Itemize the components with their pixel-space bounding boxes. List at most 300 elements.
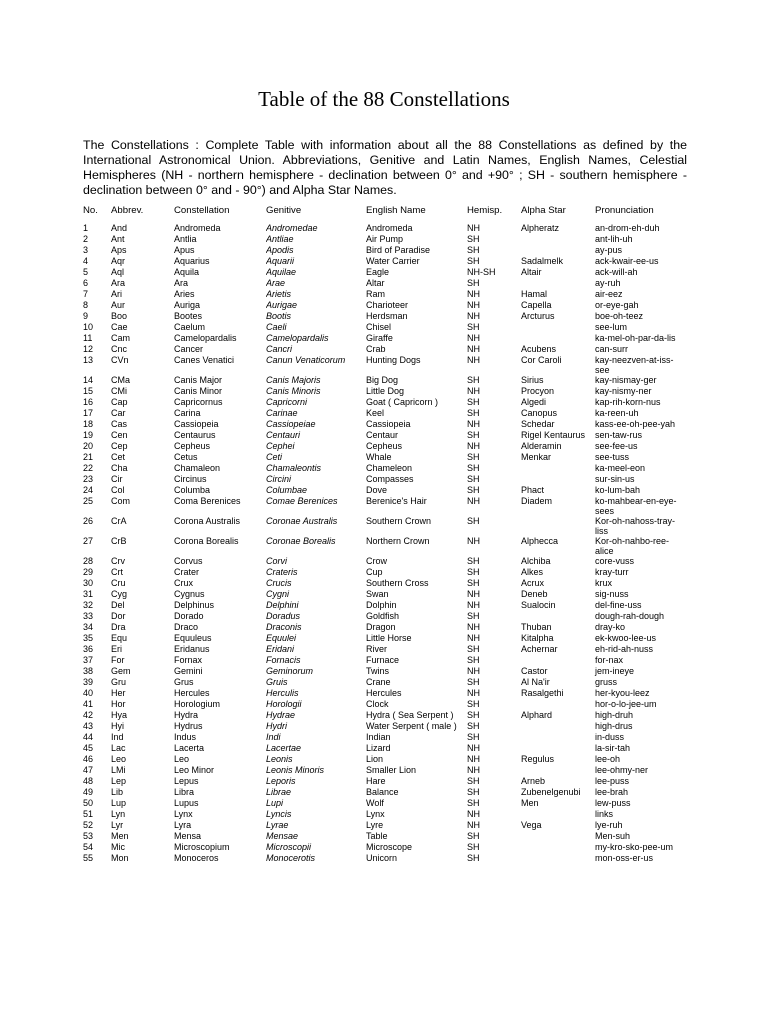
cell-no: 11 [83, 333, 93, 343]
cell-alpha-star: Acrux [521, 578, 545, 588]
cell-abbrev: Cir [111, 474, 123, 484]
cell-pronunciation: dough-rah-dough [595, 611, 665, 621]
cell-constellation: Libra [174, 787, 195, 797]
cell-pronunciation: lye-ruh [595, 820, 623, 830]
cell-genitive: Chamaleontis [266, 463, 322, 473]
table-row [83, 556, 687, 567]
cell-pronunciation: high-druh [595, 710, 634, 720]
cell-constellation: Equuleus [174, 633, 212, 643]
table-row [83, 245, 687, 256]
cell-genitive: Lupi [266, 798, 284, 808]
table-row [83, 699, 687, 710]
table-row [83, 311, 687, 322]
cell-english-name: Air Pump [366, 234, 404, 244]
cell-genitive: Leporis [266, 776, 296, 786]
cell-english-name: Lion [366, 754, 384, 764]
cell-no: 26 [83, 516, 94, 526]
cell-english-name: Dragon [366, 622, 396, 632]
cell-pronunciation: ant-lih-uh [595, 234, 633, 244]
cell-constellation: Cepheus [174, 441, 211, 451]
cell-alpha-star: Castor [521, 666, 548, 676]
cell-abbrev: Cnc [111, 344, 128, 354]
cell-abbrev: Aql [111, 267, 125, 277]
cell-genitive: Gruis [266, 677, 288, 687]
cell-genitive: Microscopii [266, 842, 312, 852]
cell-genitive: Columbae [266, 485, 308, 495]
cell-no: 25 [83, 496, 94, 506]
cell-abbrev: Car [111, 408, 126, 418]
cell-alpha-star: Rigel Kentaurus [521, 430, 586, 440]
cell-no: 19 [83, 430, 94, 440]
cell-pronunciation: sen-taw-rus [595, 430, 643, 440]
cell-pronunciation: gruss [595, 677, 618, 687]
cell-genitive: Indi [266, 732, 281, 742]
table-row [83, 666, 687, 677]
cell-abbrev: Cam [111, 333, 131, 343]
cell-alpha-star: Sualocin [521, 600, 556, 610]
table-row [83, 754, 687, 765]
cell-genitive: Corvi [266, 556, 288, 566]
cell-alpha-star: Alchiba [521, 556, 551, 566]
table-row [83, 386, 687, 397]
cell-alpha-star [521, 853, 595, 864]
cell-no: 14 [83, 375, 94, 385]
cell-hemisphere: NH [467, 223, 480, 233]
cell-alpha-star [521, 245, 595, 256]
cell-alpha-star [521, 278, 595, 289]
cell-genitive: Aquarii [266, 256, 295, 266]
cell-pronunciation: see-fee-us [595, 441, 638, 451]
cell-no: 32 [83, 600, 94, 610]
cell-hemisphere: SH [467, 677, 480, 687]
cell-alpha-star [521, 474, 595, 485]
cell-genitive: Aurigae [266, 300, 298, 310]
cell-english-name: Microscope [366, 842, 413, 852]
cell-genitive: Eridani [266, 644, 295, 654]
cell-abbrev: Men [111, 831, 129, 841]
cell-no: 29 [83, 567, 94, 577]
cell-no: 36 [83, 644, 94, 654]
cell-hemisphere: NH [467, 754, 480, 764]
cell-abbrev: Crv [111, 556, 125, 566]
cell-english-name: Southern Cross [366, 578, 429, 588]
cell-hemisphere: SH [467, 831, 480, 841]
cell-english-name: Hare [366, 776, 386, 786]
cell-pronunciation: for-nax [595, 655, 624, 665]
cell-constellation: Horologium [174, 699, 221, 709]
cell-alpha-star [521, 765, 595, 776]
cell-abbrev: Lyn [111, 809, 126, 819]
cell-english-name: Chameleon [366, 463, 413, 473]
cell-genitive: Canun Venaticorum [266, 355, 346, 365]
cell-no: 49 [83, 787, 94, 797]
cell-no: 23 [83, 474, 94, 484]
cell-constellation: Cancer [174, 344, 204, 354]
cell-hemisphere: SH [467, 567, 480, 577]
cell-english-name: Lyre [366, 820, 384, 830]
cell-no: 20 [83, 441, 94, 451]
cell-no: 2 [83, 234, 89, 244]
cell-constellation: Lyra [174, 820, 192, 830]
cell-constellation: Cassiopeia [174, 419, 219, 429]
cell-genitive: Herculis [266, 688, 299, 698]
cell-hemisphere: SH [467, 474, 480, 484]
cell-abbrev: CMi [111, 386, 127, 396]
cell-constellation: Lupus [174, 798, 199, 808]
cell-abbrev: Cep [111, 441, 128, 451]
cell-hemisphere: SH [467, 611, 480, 621]
cell-hemisphere: SH [467, 375, 480, 385]
table-row [83, 853, 687, 864]
cell-pronunciation: krux [595, 578, 613, 588]
cell-genitive: Librae [266, 787, 292, 797]
cell-hemisphere: SH [467, 798, 480, 808]
cell-no: 5 [83, 267, 89, 277]
column-header-alpha-star: Alpha Star [521, 205, 566, 216]
cell-genitive: Lacertae [266, 743, 302, 753]
cell-constellation: Ara [174, 278, 189, 288]
cell-hemisphere: NH [467, 300, 480, 310]
cell-no: 44 [83, 732, 94, 742]
table-header-row [83, 206, 687, 223]
cell-alpha-star: Canopus [521, 408, 558, 418]
cell-genitive: Hydrae [266, 710, 296, 720]
cell-genitive: Draconis [266, 622, 302, 632]
cell-alpha-star: Sadalmelk [521, 256, 564, 266]
cell-constellation: Aries [174, 289, 195, 299]
cell-no: 28 [83, 556, 94, 566]
cell-alpha-star: Alderamin [521, 441, 562, 451]
table-row [83, 842, 687, 853]
cell-pronunciation: kay-nismy-ner [595, 386, 652, 396]
cell-hemisphere: NH [467, 289, 480, 299]
cell-no: 4 [83, 256, 89, 266]
cell-no: 46 [83, 754, 94, 764]
cell-abbrev: Leo [111, 754, 127, 764]
cell-alpha-star: Schedar [521, 419, 555, 429]
cell-genitive: Caeli [266, 322, 287, 332]
cell-english-name: Cepheus [366, 441, 403, 451]
cell-abbrev: Gru [111, 677, 127, 687]
table-row [83, 589, 687, 600]
cell-pronunciation: ay-pus [595, 245, 623, 255]
cell-no: 45 [83, 743, 94, 753]
cell-abbrev: Cen [111, 430, 128, 440]
cell-english-name: Water Carrier [366, 256, 420, 266]
cell-constellation: Leo Minor [174, 765, 215, 775]
cell-abbrev: CrA [111, 516, 127, 526]
table-row [83, 765, 687, 776]
cell-abbrev: Her [111, 688, 126, 698]
cell-hemisphere: NH [467, 688, 480, 698]
cell-hemisphere: NH [467, 355, 480, 365]
cell-alpha-star [521, 743, 595, 754]
cell-abbrev: Boo [111, 311, 128, 321]
cell-constellation: Lepus [174, 776, 199, 786]
cell-no: 17 [83, 408, 94, 418]
cell-no: 15 [83, 386, 94, 396]
cell-no: 21 [83, 452, 94, 462]
cell-alpha-star [521, 322, 595, 333]
cell-constellation: Lacerta [174, 743, 205, 753]
cell-constellation: Fornax [174, 655, 203, 665]
cell-genitive: Camelopardalis [266, 333, 329, 343]
cell-alpha-star: Men [521, 798, 539, 808]
cell-english-name: Eagle [366, 267, 390, 277]
cell-constellation: Canis Major [174, 375, 223, 385]
cell-abbrev: Cet [111, 452, 126, 462]
cell-hemisphere: NH [467, 311, 480, 321]
cell-english-name: Northern Crown [366, 536, 430, 546]
cell-no: 22 [83, 463, 94, 473]
cell-abbrev: Lep [111, 776, 127, 786]
cell-constellation: Canis Minor [174, 386, 223, 396]
cell-constellation: Circinus [174, 474, 207, 484]
cell-pronunciation: kay-neezven-at-iss-see [595, 355, 674, 375]
cell-constellation: Hydrus [174, 721, 203, 731]
cell-no: 43 [83, 721, 94, 731]
table-row [83, 267, 687, 278]
cell-pronunciation: boe-oh-teez [595, 311, 644, 321]
cell-hemisphere: NH [467, 386, 480, 396]
cell-english-name: Dove [366, 485, 388, 495]
cell-english-name: Balance [366, 787, 399, 797]
cell-genitive: Fornacis [266, 655, 301, 665]
cell-alpha-star [521, 655, 595, 666]
cell-hemisphere: NH [467, 600, 480, 610]
cell-pronunciation: Kor-oh-nahbo-ree-alice [595, 536, 670, 556]
cell-abbrev: For [111, 655, 125, 665]
cell-pronunciation: ka-reen-uh [595, 408, 639, 418]
cell-no: 39 [83, 677, 94, 687]
cell-no: 55 [83, 853, 94, 863]
cell-genitive: Delphini [266, 600, 299, 610]
cell-alpha-star: Sirius [521, 375, 544, 385]
cell-genitive: Leonis Minoris [266, 765, 325, 775]
cell-pronunciation: her-kyou-leez [595, 688, 650, 698]
cell-genitive: Cassiopeiae [266, 419, 316, 429]
cell-abbrev: Eri [111, 644, 122, 654]
cell-genitive: Ceti [266, 452, 283, 462]
cell-english-name: Goldfish [366, 611, 400, 621]
cell-english-name: Southern Crown [366, 516, 432, 526]
cell-alpha-star [521, 516, 595, 536]
cell-constellation: Dorado [174, 611, 204, 621]
cell-english-name: Big Dog [366, 375, 399, 385]
column-header-genitive: Genitive [266, 205, 302, 216]
cell-hemisphere: NH [467, 589, 480, 599]
cell-abbrev: Col [111, 485, 125, 495]
cell-english-name: Smaller Lion [366, 765, 417, 775]
cell-no: 47 [83, 765, 94, 775]
cell-no: 18 [83, 419, 94, 429]
cell-hemisphere: SH [467, 578, 480, 588]
cell-pronunciation: lee-puss [595, 776, 630, 786]
cell-hemisphere: NH [467, 496, 480, 506]
cell-constellation: Aquila [174, 267, 200, 277]
cell-abbrev: Com [111, 496, 131, 506]
cell-pronunciation: sig-nuss [595, 589, 629, 599]
cell-pronunciation: kay-nismay-ger [595, 375, 657, 385]
cell-pronunciation: ack-will-ah [595, 267, 638, 277]
column-header-hemisphere: Hemisp. [467, 205, 503, 216]
cell-hemisphere: SH [467, 245, 480, 255]
cell-english-name: Lizard [366, 743, 391, 753]
cell-english-name: Compasses [366, 474, 414, 484]
cell-constellation: Hydra [174, 710, 199, 720]
cell-constellation: Centaurus [174, 430, 216, 440]
cell-abbrev: Aps [111, 245, 127, 255]
table-row [83, 278, 687, 289]
cell-pronunciation: an-drom-eh-duh [595, 223, 660, 233]
cell-no: 53 [83, 831, 94, 841]
cell-genitive: Coronae Australis [266, 516, 338, 526]
cell-abbrev: CrB [111, 536, 127, 546]
cell-no: 42 [83, 710, 94, 720]
table-row [83, 430, 687, 441]
cell-constellation: Bootes [174, 311, 203, 321]
cell-pronunciation: dray-ko [595, 622, 626, 632]
table-row [83, 600, 687, 611]
cell-constellation: Auriga [174, 300, 201, 310]
cell-abbrev: Cae [111, 322, 128, 332]
cell-pronunciation: links [595, 809, 614, 819]
cell-hemisphere: SH [467, 699, 480, 709]
cell-no: 52 [83, 820, 94, 830]
cell-pronunciation: jem-ineye [595, 666, 635, 676]
table-body [83, 223, 687, 864]
cell-abbrev: Cru [111, 578, 126, 588]
cell-abbrev: Cap [111, 397, 128, 407]
table-row [83, 463, 687, 474]
cell-pronunciation: kass-ee-oh-pee-yah [595, 419, 676, 429]
cell-no: 37 [83, 655, 94, 665]
cell-abbrev: Ant [111, 234, 125, 244]
table-row [83, 688, 687, 699]
cell-english-name: Indian [366, 732, 391, 742]
cell-hemisphere: SH [467, 710, 480, 720]
cell-alpha-star: Al Na'ir [521, 677, 550, 687]
cell-constellation: Carina [174, 408, 201, 418]
cell-abbrev: And [111, 223, 128, 233]
cell-hemisphere: SH [467, 463, 480, 473]
cell-constellation: Capricornus [174, 397, 223, 407]
cell-alpha-star: Phact [521, 485, 545, 495]
cell-pronunciation: lee-brah [595, 787, 629, 797]
cell-pronunciation: Kor-oh-nahoss-tray-liss [595, 516, 676, 536]
cell-english-name: Wolf [366, 798, 384, 808]
cell-english-name: Twins [366, 666, 390, 676]
cell-pronunciation: or-eye-gah [595, 300, 639, 310]
cell-abbrev: CMa [111, 375, 131, 385]
cell-genitive: Antliae [266, 234, 294, 244]
cell-hemisphere: SH [467, 278, 480, 288]
cell-alpha-star: Achernar [521, 644, 558, 654]
cell-genitive: Leonis [266, 754, 293, 764]
cell-hemisphere: SH [467, 655, 480, 665]
cell-alpha-star: Cor Caroli [521, 355, 562, 365]
cell-no: 6 [83, 278, 89, 288]
cell-pronunciation: ka-mel-oh-par-da-lis [595, 333, 676, 343]
cell-alpha-star: Acubens [521, 344, 557, 354]
cell-pronunciation: can-surr [595, 344, 629, 354]
cell-hemisphere: SH [467, 256, 480, 266]
cell-no: 7 [83, 289, 89, 299]
cell-no: 54 [83, 842, 94, 852]
cell-no: 16 [83, 397, 94, 407]
cell-english-name: Hercules [366, 688, 402, 698]
cell-alpha-star: Thuban [521, 622, 552, 632]
cell-hemisphere: NH [467, 441, 480, 451]
cell-english-name: Crane [366, 677, 391, 687]
cell-english-name: Berenice's Hair [366, 496, 427, 506]
cell-genitive: Doradus [266, 611, 301, 621]
cell-no: 33 [83, 611, 94, 621]
cell-no: 41 [83, 699, 94, 709]
cell-english-name: Cup [366, 567, 383, 577]
cell-pronunciation: ko-lum-bah [595, 485, 641, 495]
cell-pronunciation: in-duss [595, 732, 625, 742]
cell-constellation: Coma Berenices [174, 496, 241, 506]
cell-no: 38 [83, 666, 94, 676]
cell-genitive: Coronae Borealis [266, 536, 336, 546]
cell-english-name: Crab [366, 344, 386, 354]
cell-english-name: Hydra ( Sea Serpent ) [366, 710, 454, 720]
cell-genitive: Canis Minoris [266, 386, 321, 396]
table-row [83, 419, 687, 430]
cell-hemisphere: SH [467, 322, 480, 332]
cell-genitive: Monocerotis [266, 853, 316, 863]
cell-genitive: Carinae [266, 408, 298, 418]
cell-pronunciation: see-tuss [595, 452, 630, 462]
cell-constellation: Microscopium [174, 842, 230, 852]
cell-hemisphere: SH [467, 408, 480, 418]
cell-genitive: Andromedae [266, 223, 318, 233]
cell-constellation: Hercules [174, 688, 210, 698]
cell-alpha-star: Alkes [521, 567, 544, 577]
cell-english-name: Whale [366, 452, 392, 462]
cell-no: 30 [83, 578, 94, 588]
cell-no: 8 [83, 300, 89, 310]
table-row [83, 611, 687, 622]
cell-english-name: Little Dog [366, 386, 405, 396]
cell-abbrev: LMi [111, 765, 126, 775]
cell-pronunciation: high-drus [595, 721, 633, 731]
page-title: Table of the 88 Constellations [258, 87, 510, 111]
cell-constellation: Mensa [174, 831, 202, 841]
table-row [83, 787, 687, 798]
cell-constellation: Leo [174, 754, 190, 764]
cell-alpha-star: Hamal [521, 289, 548, 299]
table-row [83, 798, 687, 809]
cell-genitive: Bootis [266, 311, 292, 321]
cell-constellation: Crater [174, 567, 200, 577]
table-row [83, 536, 687, 556]
table-row [83, 397, 687, 408]
cell-english-name: Swan [366, 589, 389, 599]
cell-pronunciation: lew-puss [595, 798, 631, 808]
cell-hemisphere: NH [467, 633, 480, 643]
cell-genitive: Comae Berenices [266, 496, 338, 506]
cell-abbrev: Ind [111, 732, 124, 742]
intro-paragraph: The Constellations : Complete Table with information about all the 88 Constellations as defined by the International Astronomical Union. Abbreviations, Genitive and Latin Names, English Names, Celestial Hemispheres (NH - northern hemisphere - declination between 0° and +90° ; SH - southern hemisphere - declination between 0° and - 90°) and Alpha Star Names. [83, 138, 687, 197]
cell-genitive: Arae [266, 278, 286, 288]
table-row [83, 732, 687, 743]
cell-hemisphere: SH [467, 452, 480, 462]
cell-english-name: Crow [366, 556, 388, 566]
table-row [83, 496, 687, 516]
cell-no: 13 [83, 355, 94, 365]
